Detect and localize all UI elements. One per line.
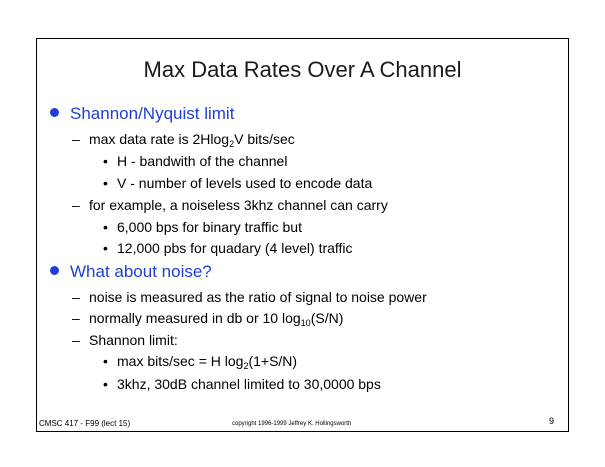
bullet-dot-icon (50, 266, 59, 275)
slide-title: Max Data Rates Over A Channel (143, 57, 462, 82)
subsubitem-max-bits: • max bits/sec = H $\log_2(1+S/N)$ (103, 353, 298, 371)
heading-text: Shannon/Nyquist limit (70, 104, 235, 123)
subsubitem-30db: • 3khz, 30dB channel limited to 30,0000 bps (103, 376, 381, 392)
subitem-shannon-limit: – Shannon limit: (72, 332, 178, 348)
subsubitem-binary: • 6,000 bps for binary traffic but (103, 219, 302, 235)
subitem-max-data-rate: – max data rate is 2Hlog$_2$V bits/sec (72, 131, 295, 149)
page-number: 9 (549, 416, 555, 426)
subitem-example: – for example, a noiseless 3khz channel can carry (72, 197, 388, 213)
footer-copyright: copyright 1996-1999 Jeffrey K. Hollingsworth (232, 421, 352, 427)
slide-frame (36, 38, 569, 432)
subitem-db: – normally measured in db or 10 $\log_{10}(S/N)$ (72, 310, 344, 328)
subitem-noise-ratio: – noise is measured as the ratio of signal to noise power (72, 289, 427, 305)
subsubitem-v: • V - number of levels used to encode data (103, 175, 373, 191)
subsubitem-h: • H - bandwith of the channel (103, 153, 288, 169)
bullet-shannon-nyquist (50, 104, 234, 124)
heading-text: What about noise? (70, 262, 212, 281)
subsubitem-quadary: • 12,000 pbs for quadary (4 level) traffic (103, 240, 353, 256)
bullet-noise (50, 262, 212, 282)
footer-course: CMSC 417 - F99 (lect 15) (39, 419, 131, 428)
bullet-dot-icon (50, 108, 59, 117)
